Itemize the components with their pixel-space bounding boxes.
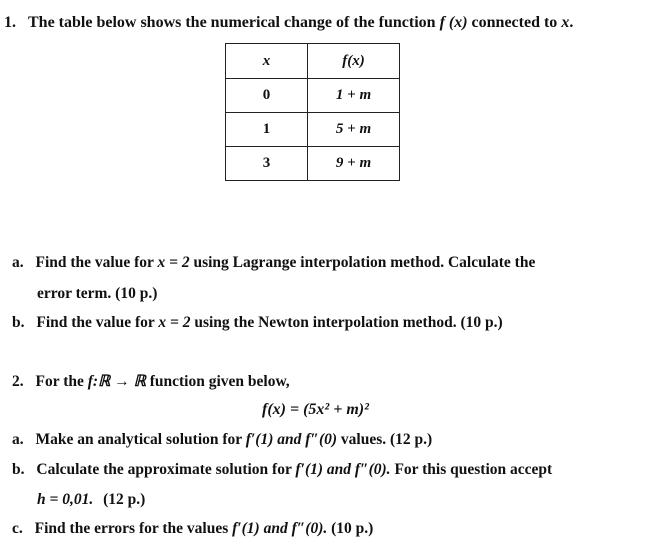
q1-b-text1: Find the value for — [36, 314, 155, 331]
table-row — [226, 113, 400, 147]
q2-formula: f(x) = (5x² + m)² — [262, 401, 369, 418]
q2-b-text2: For this question accept — [394, 461, 553, 478]
q2-intro1: For the — [35, 373, 84, 390]
q2-a-expr: f′(1) and f″(0) — [245, 431, 338, 448]
q2-c-text2: (10 p.) — [331, 520, 374, 537]
q2-b-line2 — [37, 491, 145, 509]
q1-b-eq: x = 2 — [158, 314, 191, 331]
q1-func: f (x) — [439, 14, 468, 31]
q1-number: 1. — [4, 14, 16, 31]
q2-heading — [12, 372, 290, 391]
q1-b-text2: using the Newton interpolation method. (10 p.) — [194, 314, 503, 331]
table-cell: 5 + m — [308, 113, 400, 147]
table-cell: 3 — [226, 147, 308, 181]
q2-a-text3: values. (12 p.) — [340, 431, 433, 448]
q1-a-eq: x = 2 — [157, 254, 190, 271]
q2-map: f:ℝ → ℝ — [87, 373, 146, 390]
q2-c-text1: Find the errors for the values — [34, 520, 229, 537]
q1-a-text2: using Lagrange interpolation method. Calculate the — [193, 254, 536, 271]
table-header-row — [226, 44, 400, 79]
q2-a-text2: for — [222, 431, 242, 448]
q2-a-label: a. — [12, 431, 24, 448]
table-cell: 1 + m — [308, 79, 400, 113]
q2-part-b — [12, 461, 552, 479]
q2-b-expr: f′(1) and f″(0). — [295, 461, 391, 478]
table-cell: 0 — [226, 79, 308, 113]
table-row — [226, 79, 400, 113]
table-cell: 9 + m — [308, 147, 400, 181]
q2-b-text1: Calculate the approximate solution for — [36, 461, 292, 478]
q1-a-label: a. — [12, 254, 24, 271]
q1-intro: The table below shows the numerical change of the function — [28, 14, 436, 31]
value-table — [225, 43, 400, 181]
q2-b-text4: (12 p.) — [103, 491, 146, 508]
q1-b-label: b. — [12, 314, 25, 331]
q1-part-a — [12, 254, 535, 272]
q2-part-a — [12, 431, 432, 449]
table-row — [226, 147, 400, 181]
q2-intro2: function given below, — [149, 373, 290, 390]
q2-c-label: c. — [12, 520, 23, 537]
q2-number: 2. — [12, 373, 24, 390]
q2-part-c — [12, 520, 373, 538]
q2-b-text3: h = 0,01. — [37, 491, 94, 508]
q1-heading: 1. The table below shows the numerical change of the function f (x) connected to x. — [4, 14, 574, 31]
table-header-x: x — [226, 44, 308, 79]
q2-b-label: b. — [12, 461, 25, 478]
q2-c-expr: f′(1) and f″(0). — [232, 520, 328, 537]
q1-part-b — [12, 314, 503, 332]
q1-var: x — [561, 14, 570, 31]
q2-a-text1: Make an analytical solution — [35, 431, 219, 448]
table-cell: 1 — [226, 113, 308, 147]
q1-a-text1: Find the value for — [35, 254, 154, 271]
table-header-fx: f(x) — [308, 44, 400, 79]
q1-intro-end: connected to — [471, 14, 558, 31]
q1-a-text3: error term. (10 p.) — [37, 285, 158, 302]
